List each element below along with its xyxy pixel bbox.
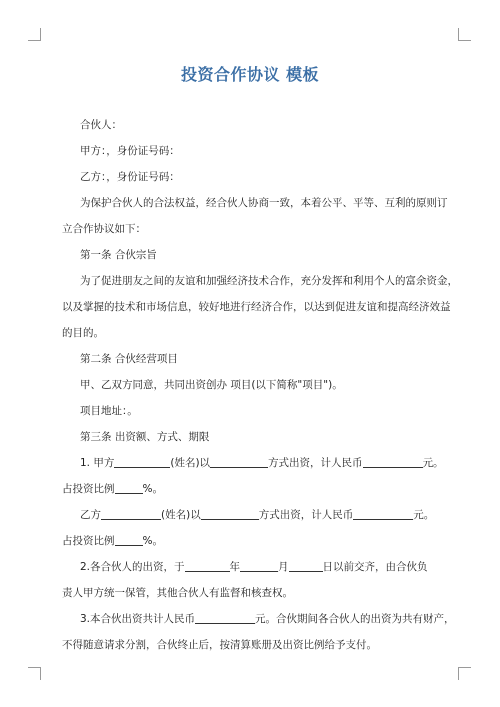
text-segment: 方式出资，计人民币	[268, 457, 363, 469]
method-blank[interactable]	[210, 455, 268, 468]
amount-blank[interactable]	[353, 507, 413, 520]
text-segment: 1. 甲方	[80, 457, 115, 469]
contribution-custody-line: 责人甲方统一保管，其他合伙人有监督和核查权。	[62, 587, 293, 599]
text-segment: %。	[142, 483, 163, 495]
party-a-ratio-line	[62, 476, 442, 502]
party-b-contribution-line	[62, 502, 442, 528]
text-segment: 年	[229, 561, 241, 573]
crop-mark-bottom-left	[28, 667, 41, 680]
crop-mark-top-left	[28, 28, 41, 41]
article-1-title: 第一条 合伙宗旨	[80, 249, 157, 261]
article-1-line-3: 的目的。	[62, 327, 104, 339]
article-2-title: 第二条 合伙经营项目	[80, 353, 178, 365]
party-a-contribution-line	[62, 450, 442, 476]
total-contribution-line-2: 不得随意请求分割，合伙终止后，按清算账册及出资比例给予支付。	[62, 639, 377, 651]
month-blank[interactable]	[240, 559, 278, 572]
text-segment: 月	[278, 561, 289, 573]
text-segment: 方式出资，计人民币	[258, 509, 354, 521]
crop-mark-top-right	[458, 28, 471, 41]
text-segment: 乙方	[80, 509, 101, 521]
crop-mark-bottom-right	[458, 667, 471, 680]
text-segment: (姓名)以	[170, 457, 211, 469]
text-segment: 元。合伙期间各合伙人的出资为共有财产，	[255, 613, 455, 625]
text-segment: %。	[142, 535, 163, 547]
party-b-line: 乙方：，身份证号码：	[80, 171, 180, 183]
partners-line: 合伙人：	[80, 119, 122, 131]
method-blank[interactable]	[201, 507, 259, 520]
year-blank[interactable]	[185, 559, 230, 572]
intro-line-1: 为保护合伙人的合法权益，经合伙人协商一致，本着公平、平等、互利的原则订	[80, 197, 448, 209]
intro-line-2: 立合作协议如下：	[62, 223, 146, 235]
text-segment: 日以前交齐，由合伙负	[322, 561, 428, 573]
text-segment: 3.本合伙出资共计人民币	[80, 613, 196, 625]
project-address-line: 项目地址：。	[80, 405, 138, 417]
text-segment: 占投资比例	[62, 535, 115, 547]
article-1-line-1: 为了促进朋友之间的友谊和加强经济技术合作，充分发挥和利用个人的富余资金，	[80, 275, 458, 287]
day-blank[interactable]	[289, 559, 323, 572]
text-segment: 元。	[422, 457, 444, 469]
party-a-line: 甲方：，身份证号码：	[80, 145, 180, 157]
text-segment: 占投资比例	[62, 483, 115, 495]
article-2-line-1: 甲、乙双方同意，共同出资创办 项目(以下简称"项目")。	[80, 379, 343, 391]
contribution-deadline-line	[62, 554, 442, 580]
document-title: 投资合作协议 模板	[180, 65, 320, 84]
party-b-ratio-line	[62, 528, 442, 554]
article-3-title: 第三条 出资额、方式、期限	[80, 431, 210, 443]
text-segment: (姓名)以	[161, 509, 201, 521]
total-amount-blank[interactable]	[195, 611, 255, 624]
article-1-line-2: 以及掌握的技术和市场信息，较好地进行经济合作，以达到促进友谊和提高经济效益	[62, 301, 451, 313]
ratio-blank[interactable]	[115, 481, 143, 494]
total-contribution-line	[62, 606, 455, 632]
document-body	[62, 112, 458, 658]
name-blank[interactable]	[101, 507, 161, 520]
text-segment: 元。	[413, 509, 435, 521]
text-segment: 2.各合伙人的出资，于	[80, 561, 185, 573]
amount-blank[interactable]	[363, 455, 423, 468]
ratio-blank[interactable]	[115, 533, 143, 546]
name-blank[interactable]	[114, 455, 170, 468]
